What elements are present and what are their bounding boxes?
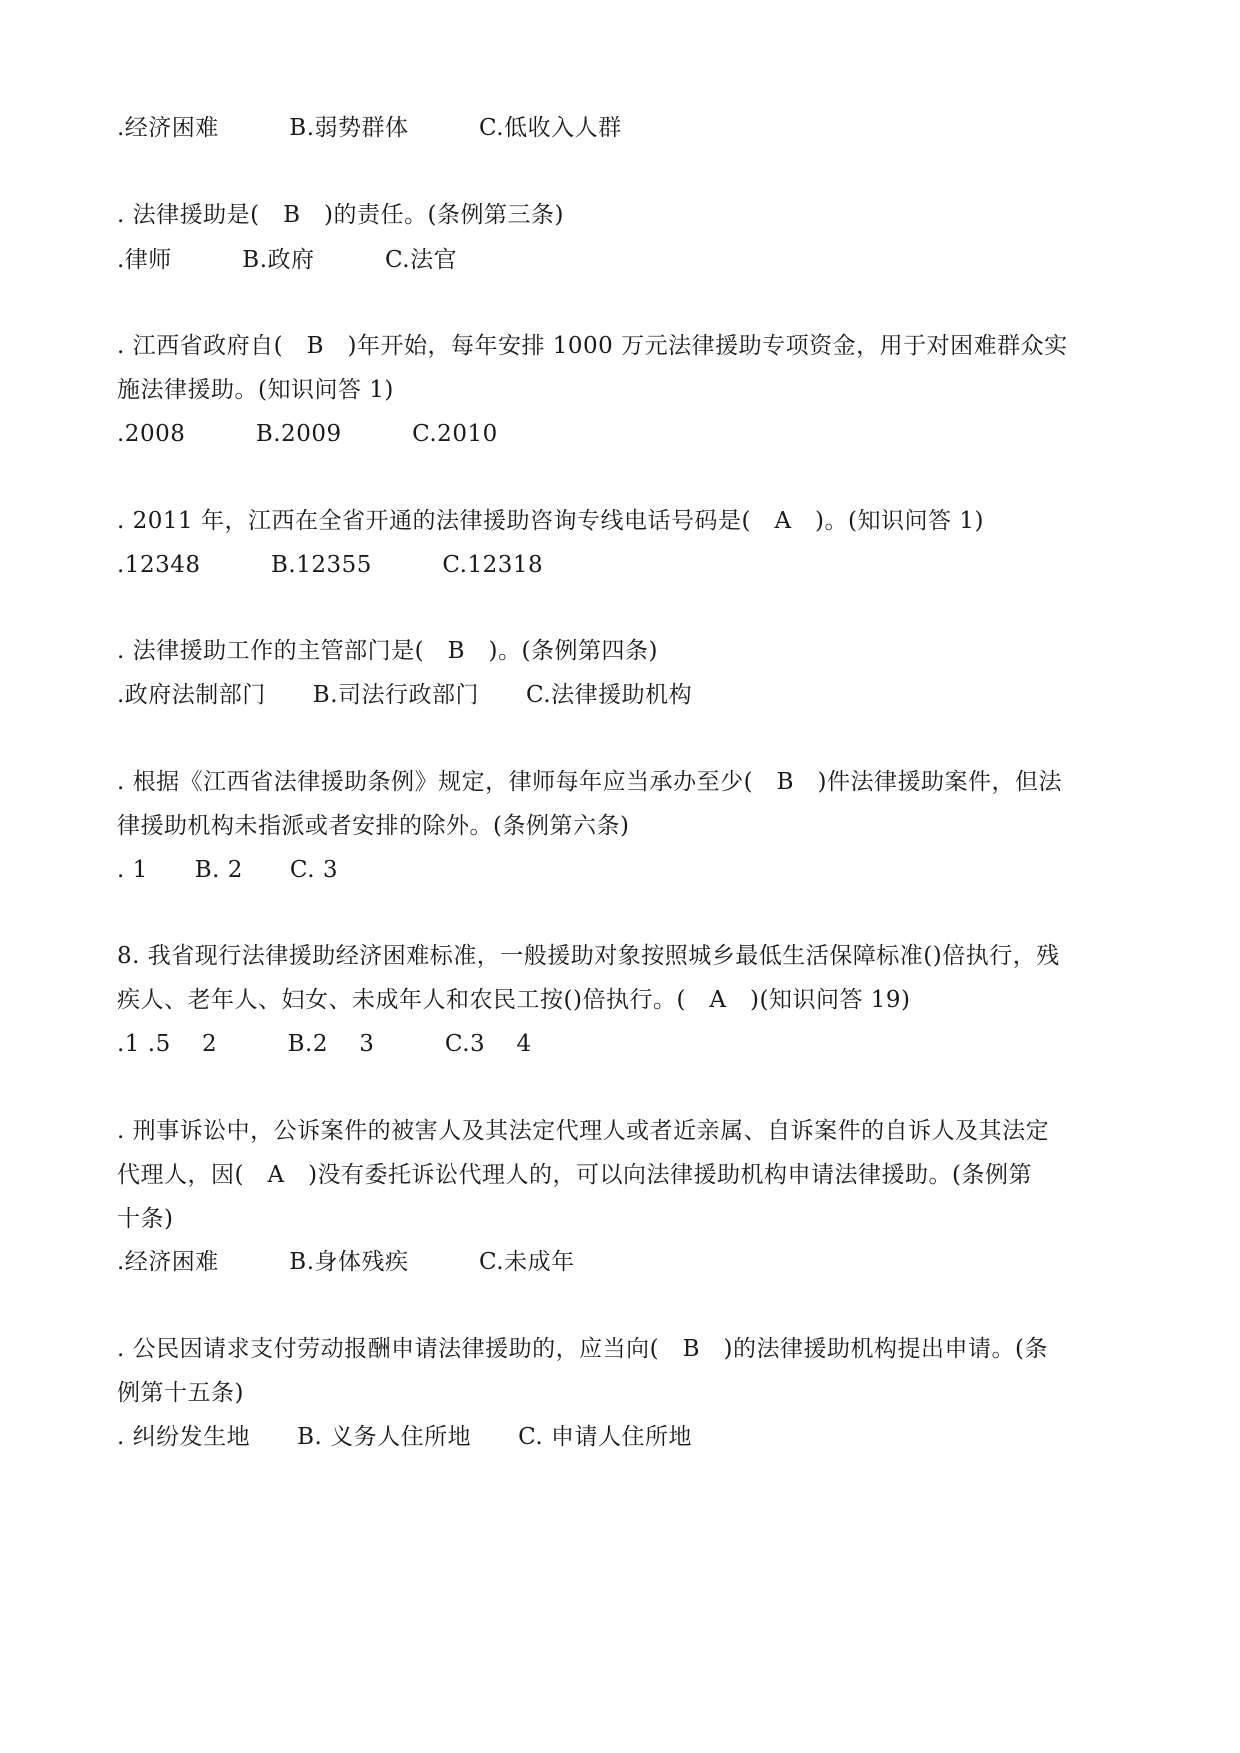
q3-question-line2: 施法律援助。(知识问答 1): [117, 377, 394, 403]
q8-question-line1: 8. 我省现行法律援助经济困难标准，一般援助对象按照城乡最低生活保障标准()倍执行，残: [117, 943, 1060, 969]
q4-question: . 2011 年，江西在全省开通的法律援助咨询专线电话号码是( A )。(知识问答 1): [117, 508, 984, 534]
q8-question-line2: 疾人、老年人、妇女、未成年人和农民工按()倍执行。( A )(知识问答 19): [117, 987, 911, 1013]
q9-question-line1: . 刑事诉讼中，公诉案件的被害人及其法定代理人或者近亲属、自诉案件的自诉人及其法定: [117, 1118, 1050, 1144]
q10-question-line1: . 公民因请求支付劳动报酬申请法律援助的，应当向( B )的法律援助机构提出申请。(条: [117, 1336, 1048, 1362]
q9-question-line3: 十条): [117, 1206, 174, 1232]
q6-question-line1: . 根据《江西省法律援助条例》规定，律师每年应当承办至少( B )件法律援助案件，但法: [117, 769, 1062, 795]
q2-options: .律师 B.政府 C.法官: [117, 247, 458, 273]
q6-question-line2: 律援助机构未指派或者安排的除外。(条例第六条): [117, 813, 630, 839]
q9-question-line2: 代理人，因( A )没有委托诉讼代理人的，可以向法律援助机构申请法律援助。(条例第: [117, 1162, 1033, 1188]
q4-options: .12348 B.12355 C.12318: [117, 552, 544, 578]
q1-options: .经济困难 B.弱势群体 C.低收入人群: [117, 115, 622, 141]
q9-options: .经济困难 B.身体残疾 C.未成年: [117, 1249, 575, 1275]
q10-question-line2: 例第十五条): [117, 1380, 244, 1406]
q10-options: . 纠纷发生地 B. 义务人住所地 C. 申请人住所地: [117, 1424, 693, 1450]
q6-options: . 1 B. 2 C. 3: [117, 857, 338, 883]
q5-question: . 法律援助工作的主管部门是( B )。(条例第四条): [117, 638, 658, 664]
q8-options: .1 .5 2 B.2 3 C.3 4: [117, 1031, 532, 1057]
q3-options: .2008 B.2009 C.2010: [117, 421, 498, 447]
q2-question: . 法律援助是( B )的责任。(条例第三条): [117, 202, 564, 228]
q3-question-line1: . 江西省政府自( B )年开始，每年安排 1000 万元法律援助专项资金，用于对困难群众实: [117, 333, 1068, 359]
q5-options: .政府法制部门 B.司法行政部门 C.法律援助机构: [117, 682, 693, 708]
